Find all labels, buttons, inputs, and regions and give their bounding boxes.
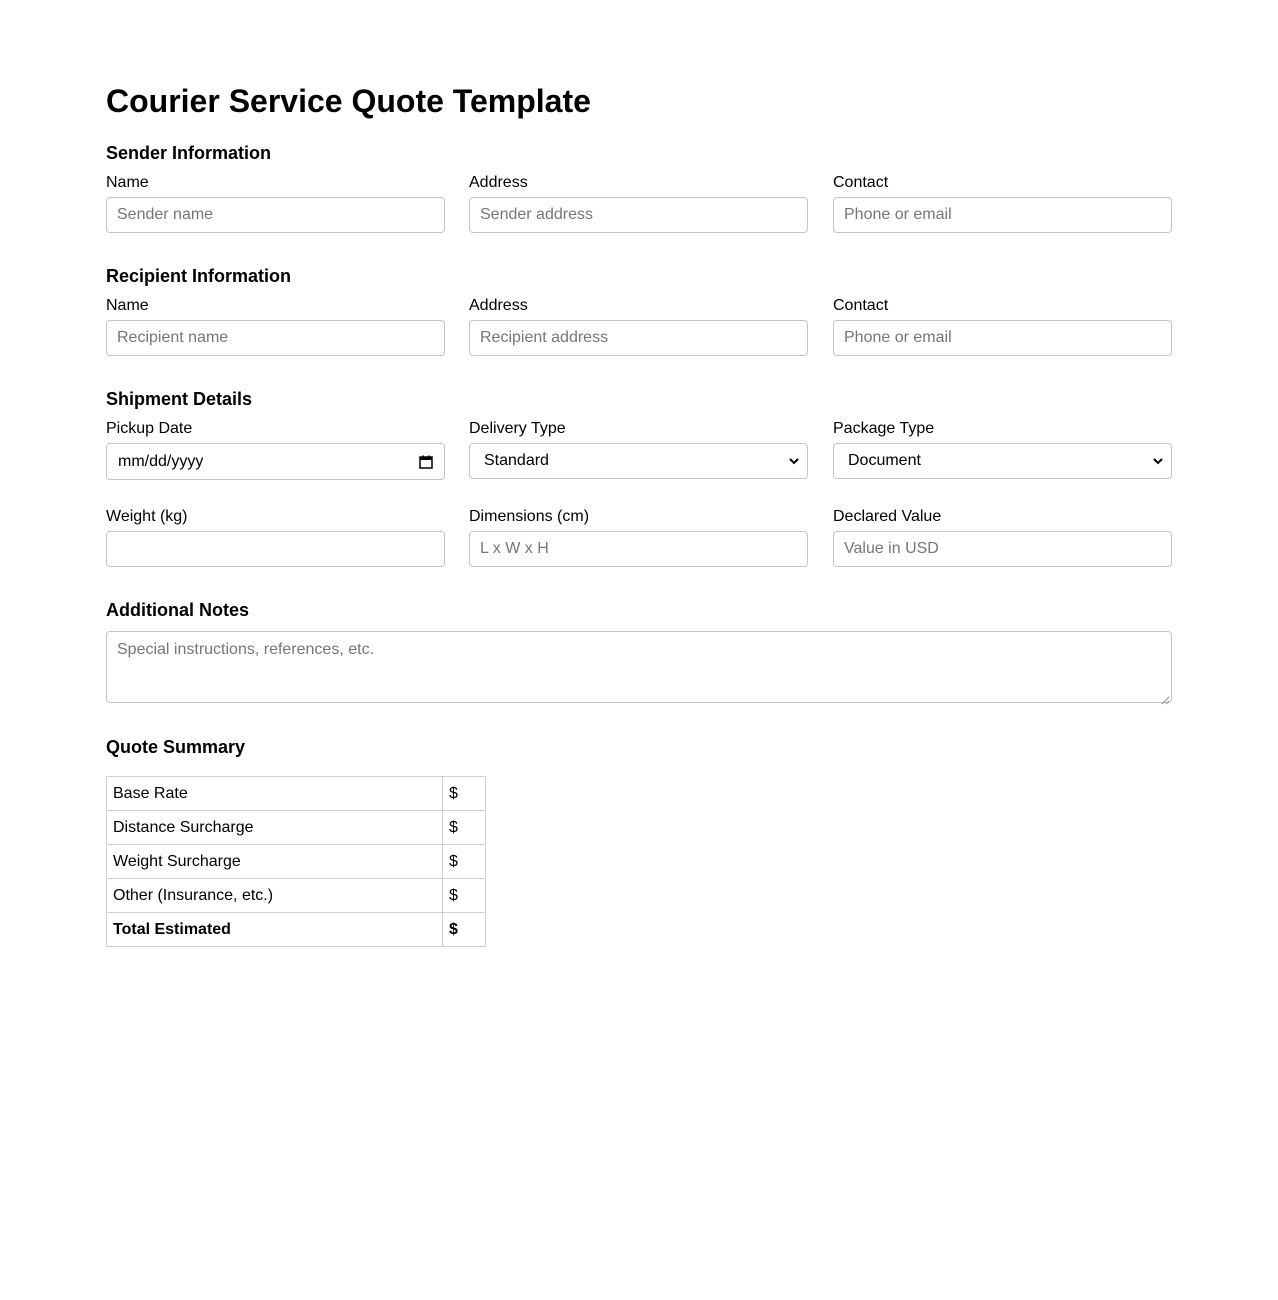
quote-summary-heading: Quote Summary	[106, 737, 246, 757]
notes-placeholder: Special instructions, references, etc.	[117, 641, 375, 658]
recipient-contact-label: Contact	[833, 297, 889, 314]
table-row	[107, 879, 486, 913]
delivery-type-label: Delivery Type	[469, 420, 566, 437]
row-label: Base Rate	[107, 777, 443, 811]
delivery-type-field	[469, 420, 808, 469]
dimensions-label: Dimensions (cm)	[469, 508, 590, 525]
package-type-field	[833, 420, 1172, 469]
pickup-date-field	[106, 420, 445, 470]
calendar-icon[interactable]	[418, 454, 434, 470]
row-amount: $	[443, 879, 486, 913]
chevron-down-icon	[787, 454, 801, 468]
recipient-address-input[interactable]	[469, 320, 808, 356]
recipient-name-input[interactable]	[106, 320, 445, 356]
row-amount: $	[443, 777, 486, 811]
sender-contact-placeholder: Phone or email	[844, 206, 952, 223]
table-row	[107, 845, 486, 879]
package-type-label: Package Type	[833, 420, 935, 437]
weight-input[interactable]	[106, 531, 445, 567]
sender-address-input[interactable]	[469, 197, 808, 233]
recipient-address-placeholder: Recipient address	[480, 329, 609, 346]
weight-label: Weight (kg)	[106, 508, 188, 525]
sender-name-field	[106, 174, 445, 223]
dimensions-field	[469, 508, 808, 557]
dimensions-placeholder: L x W x H	[480, 540, 549, 557]
recipient-name-label: Name	[106, 297, 149, 314]
page-title: Courier Service Quote Template	[106, 83, 591, 119]
notes-section-heading: Additional Notes	[106, 600, 249, 620]
resize-handle-icon[interactable]	[1160, 691, 1170, 701]
sender-contact-input[interactable]	[833, 197, 1172, 233]
recipient-name-field	[106, 297, 445, 346]
sender-name-placeholder: Sender name	[117, 206, 214, 223]
sender-contact-label: Contact	[833, 174, 889, 191]
weight-field	[106, 508, 445, 526]
sender-section-heading: Sender Information	[106, 143, 272, 163]
declared-value-field	[833, 508, 1172, 557]
recipient-address-label: Address	[469, 297, 528, 314]
total-amount: $	[443, 913, 486, 947]
dimensions-input[interactable]	[469, 531, 808, 567]
chevron-down-icon	[1151, 454, 1165, 468]
notes-textarea[interactable]	[106, 631, 1172, 703]
declared-value-placeholder: Value in USD	[844, 540, 939, 557]
table-row	[107, 811, 486, 845]
quote-summary-table	[106, 776, 486, 947]
shipment-section-heading: Shipment Details	[106, 389, 253, 409]
sender-address-label: Address	[469, 174, 528, 191]
row-label: Other (Insurance, etc.)	[107, 879, 443, 913]
sender-name-label: Name	[106, 174, 149, 191]
row-label: Distance Surcharge	[107, 811, 443, 845]
total-label: Total Estimated	[107, 913, 443, 947]
row-amount: $	[443, 845, 486, 879]
total-row	[107, 913, 486, 947]
delivery-type-select[interactable]	[469, 443, 808, 479]
table-row	[107, 777, 486, 811]
recipient-name-placeholder: Recipient name	[117, 329, 229, 346]
sender-address-placeholder: Sender address	[480, 206, 593, 223]
pickup-date-placeholder: mm/dd/yyyy	[118, 452, 204, 470]
pickup-date-label: Pickup Date	[106, 420, 193, 437]
pickup-date-input[interactable]	[106, 443, 445, 480]
sender-contact-field	[833, 174, 1172, 223]
recipient-contact-placeholder: Phone or email	[844, 329, 952, 346]
delivery-type-value: Standard	[484, 452, 549, 469]
row-label: Weight Surcharge	[107, 845, 443, 879]
declared-value-input[interactable]	[833, 531, 1172, 567]
row-amount: $	[443, 811, 486, 845]
sender-name-input[interactable]	[106, 197, 445, 233]
package-type-value: Document	[848, 452, 921, 469]
sender-address-field	[469, 174, 808, 223]
recipient-section-heading: Recipient Information	[106, 266, 292, 286]
recipient-contact-field	[833, 297, 1172, 346]
recipient-contact-input[interactable]	[833, 320, 1172, 356]
declared-value-label: Declared Value	[833, 508, 942, 525]
recipient-address-field	[469, 297, 808, 346]
package-type-select[interactable]	[833, 443, 1172, 479]
